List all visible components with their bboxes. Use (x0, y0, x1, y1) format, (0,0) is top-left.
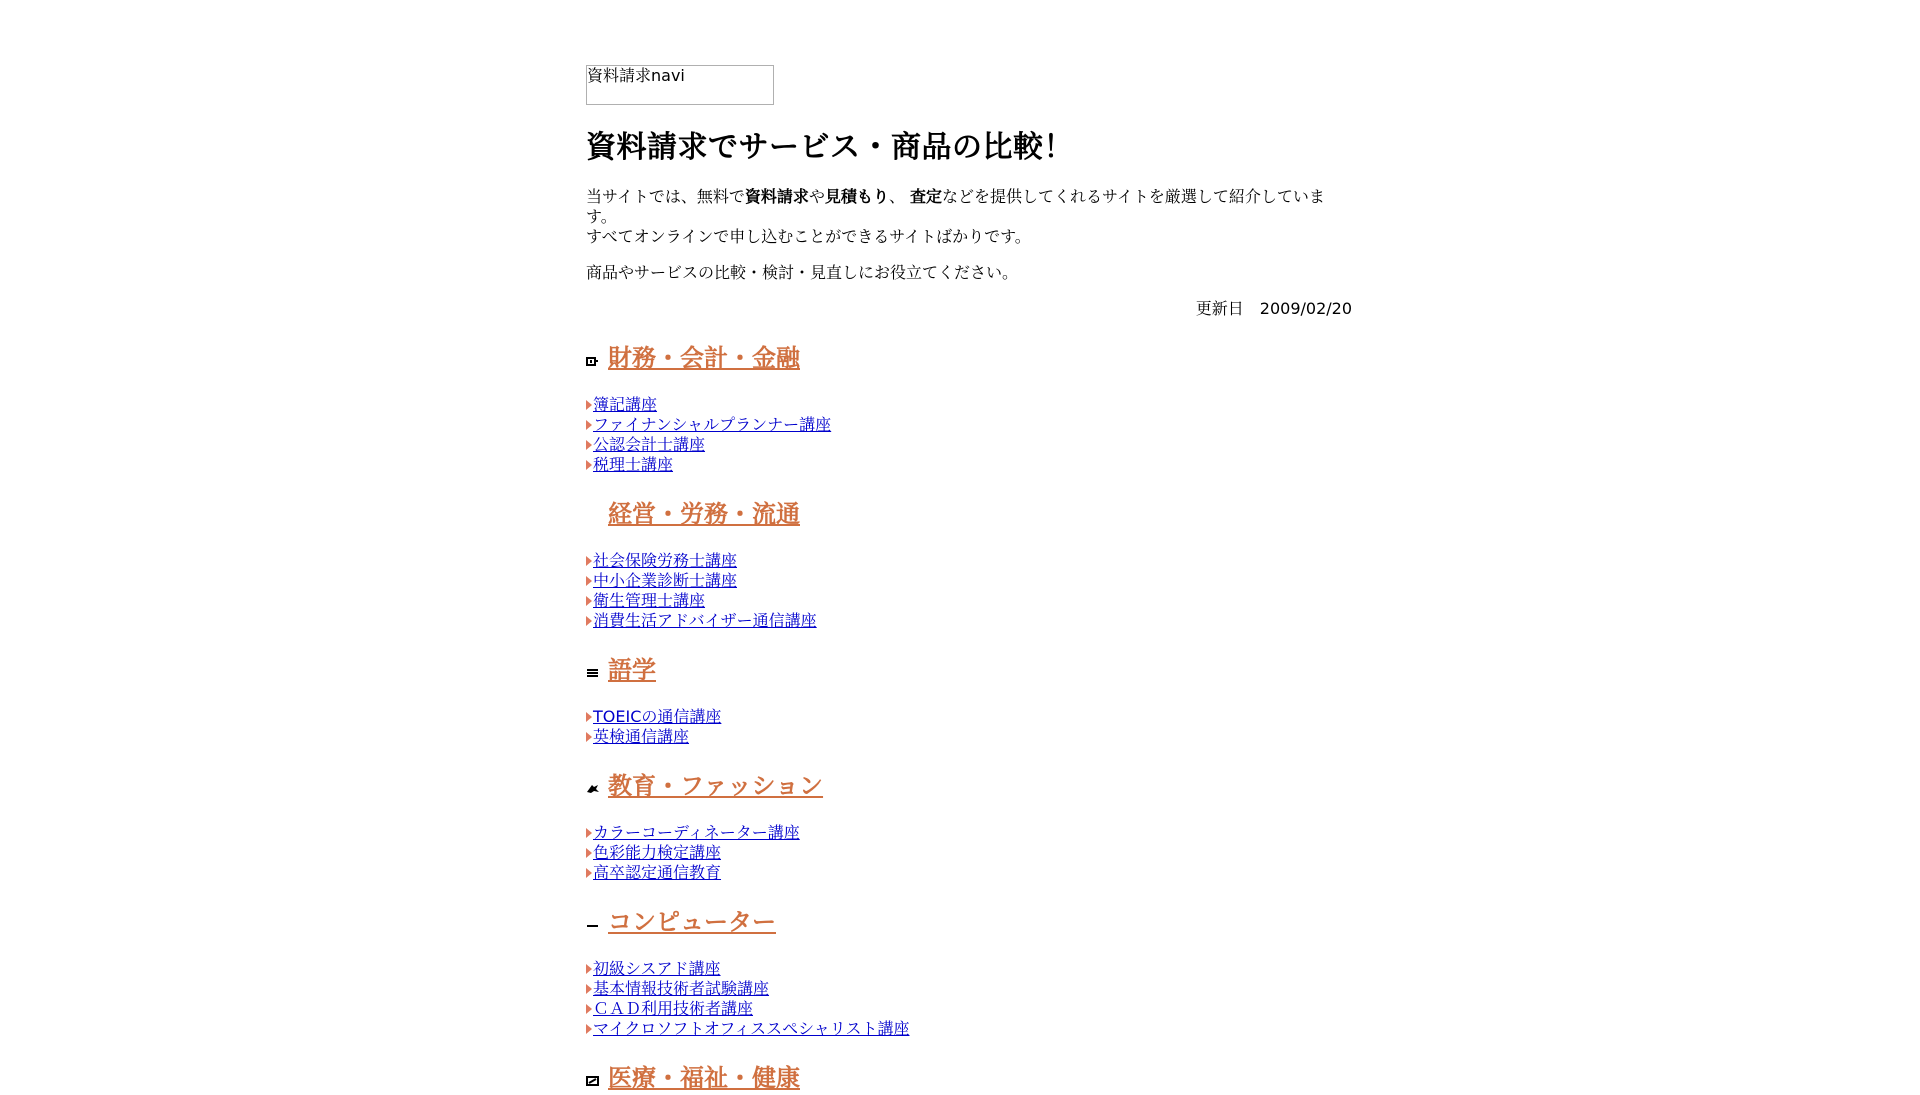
arrow-bullet-icon (586, 984, 592, 994)
finance-icon (586, 356, 600, 366)
arrow-bullet-icon (586, 616, 592, 626)
arrow-bullet-icon (586, 1004, 592, 1014)
list-item (586, 571, 1352, 591)
course-link[interactable]: TOEICの通信講座 (593, 707, 722, 726)
course-link[interactable]: 基本情報技術者試験講座 (593, 979, 770, 998)
category-section (586, 653, 1352, 747)
category-heading (586, 1061, 1352, 1095)
list-item (586, 1019, 1352, 1039)
intro-text (586, 187, 1352, 247)
arrow-bullet-icon (586, 868, 592, 878)
category-section (586, 497, 1352, 631)
page-content (586, 65, 1352, 1095)
list-item (586, 727, 1352, 747)
category-link-list (586, 959, 1352, 1039)
intro-bold-mitsumori: 見積もり (824, 187, 889, 206)
course-link[interactable]: ＣＡＤ利用技術者講座 (593, 999, 754, 1018)
arrow-bullet-icon (586, 732, 592, 742)
arrow-bullet-icon (586, 576, 592, 586)
language-icon (586, 668, 600, 678)
category-heading (586, 653, 1352, 687)
list-item (586, 591, 1352, 611)
arrow-bullet-icon (586, 460, 592, 470)
category-title-link[interactable]: 教育・ファッション (608, 772, 824, 800)
category-section (586, 769, 1352, 883)
updated-date (586, 299, 1352, 319)
course-link[interactable]: 高卒認定通信教育 (593, 863, 722, 882)
course-link[interactable]: 英検通信講座 (593, 727, 690, 746)
updated-value: 2009/02/20 (1259, 299, 1352, 318)
arrow-bullet-icon (586, 556, 592, 566)
category-title-link[interactable]: 財務・会計・金融 (608, 344, 800, 372)
course-link[interactable]: カラーコーディネーター講座 (593, 823, 800, 842)
site-logo[interactable] (586, 65, 774, 105)
intro-line-2: すべてオンラインで申し込むことができるサイトばかりです。 (586, 227, 1031, 246)
course-link[interactable]: 簿記講座 (593, 395, 658, 414)
list-item (586, 455, 1352, 475)
category-section (586, 905, 1352, 1039)
category-title-link[interactable]: 経営・労務・流通 (608, 500, 800, 528)
list-item (586, 707, 1352, 727)
arrow-bullet-icon (586, 964, 592, 974)
arrow-bullet-icon (586, 400, 592, 410)
category-heading (586, 769, 1352, 803)
category-link-list (586, 823, 1352, 883)
category-section (586, 1061, 1352, 1095)
education-icon (586, 784, 600, 794)
course-link[interactable]: ファイナンシャルプランナー講座 (593, 415, 832, 434)
list-item (586, 415, 1352, 435)
arrow-bullet-icon (586, 420, 592, 430)
intro-text-part: などを提供してくれるサイトを厳選して紹介しています。 (586, 187, 1325, 226)
updated-label: 更新日 (1195, 299, 1244, 318)
intro-line-3: 商品やサービスの比較・検討・見直しにお役立てください。 (586, 263, 1019, 282)
list-item (586, 863, 1352, 883)
blank-icon (586, 512, 600, 522)
category-list (586, 341, 1352, 1095)
intro-text-part: 、 (888, 187, 911, 206)
intro-text-part: 当サイトでは、無料で (586, 187, 745, 206)
arrow-bullet-icon (586, 1024, 592, 1034)
course-link[interactable]: 税理士講座 (593, 455, 674, 474)
course-link[interactable]: マイクロソフトオフィススペシャリスト講座 (593, 1019, 910, 1038)
category-link-list (586, 707, 1352, 747)
course-link[interactable]: 衛生管理士講座 (593, 591, 706, 610)
page-title: 資料請求でサービス・商品の比較！ (586, 130, 1074, 165)
course-link[interactable]: 中小企業診断士講座 (593, 571, 738, 590)
arrow-bullet-icon (586, 712, 592, 722)
course-link[interactable]: 社会保険労務士講座 (593, 551, 738, 570)
course-link[interactable]: 消費生活アドバイザー通信講座 (593, 611, 817, 630)
list-item (586, 979, 1352, 999)
list-item (586, 843, 1352, 863)
list-item (586, 395, 1352, 415)
arrow-bullet-icon (586, 848, 592, 858)
arrow-bullet-icon (586, 828, 592, 838)
category-heading (586, 341, 1352, 375)
list-item (586, 611, 1352, 631)
intro-text-part: や (808, 187, 825, 206)
logo-alt-text: 資料請求navi (587, 66, 685, 85)
intro-bold-shiryo: 資料請求 (744, 187, 809, 206)
list-item (586, 551, 1352, 571)
category-section (586, 341, 1352, 475)
intro-bold-satei: 査定 (910, 187, 943, 206)
list-item (586, 959, 1352, 979)
list-item (586, 823, 1352, 843)
course-link[interactable]: 色彩能力検定講座 (593, 843, 722, 862)
category-title-link[interactable]: 医療・福祉・健康 (608, 1064, 800, 1092)
course-link[interactable]: 初級シスアド講座 (593, 959, 721, 978)
computer-icon (586, 920, 600, 930)
category-link-list (586, 395, 1352, 475)
category-title-link[interactable]: コンピューター (608, 908, 776, 936)
category-title-link[interactable]: 語学 (608, 656, 656, 684)
category-heading (586, 497, 1352, 531)
category-link-list (586, 551, 1352, 631)
course-link[interactable]: 公認会計士講座 (593, 435, 706, 454)
arrow-bullet-icon (586, 440, 592, 450)
category-heading (586, 905, 1352, 939)
list-item (586, 999, 1352, 1019)
medical-icon (586, 1076, 600, 1086)
arrow-bullet-icon (586, 596, 592, 606)
list-item (586, 435, 1352, 455)
